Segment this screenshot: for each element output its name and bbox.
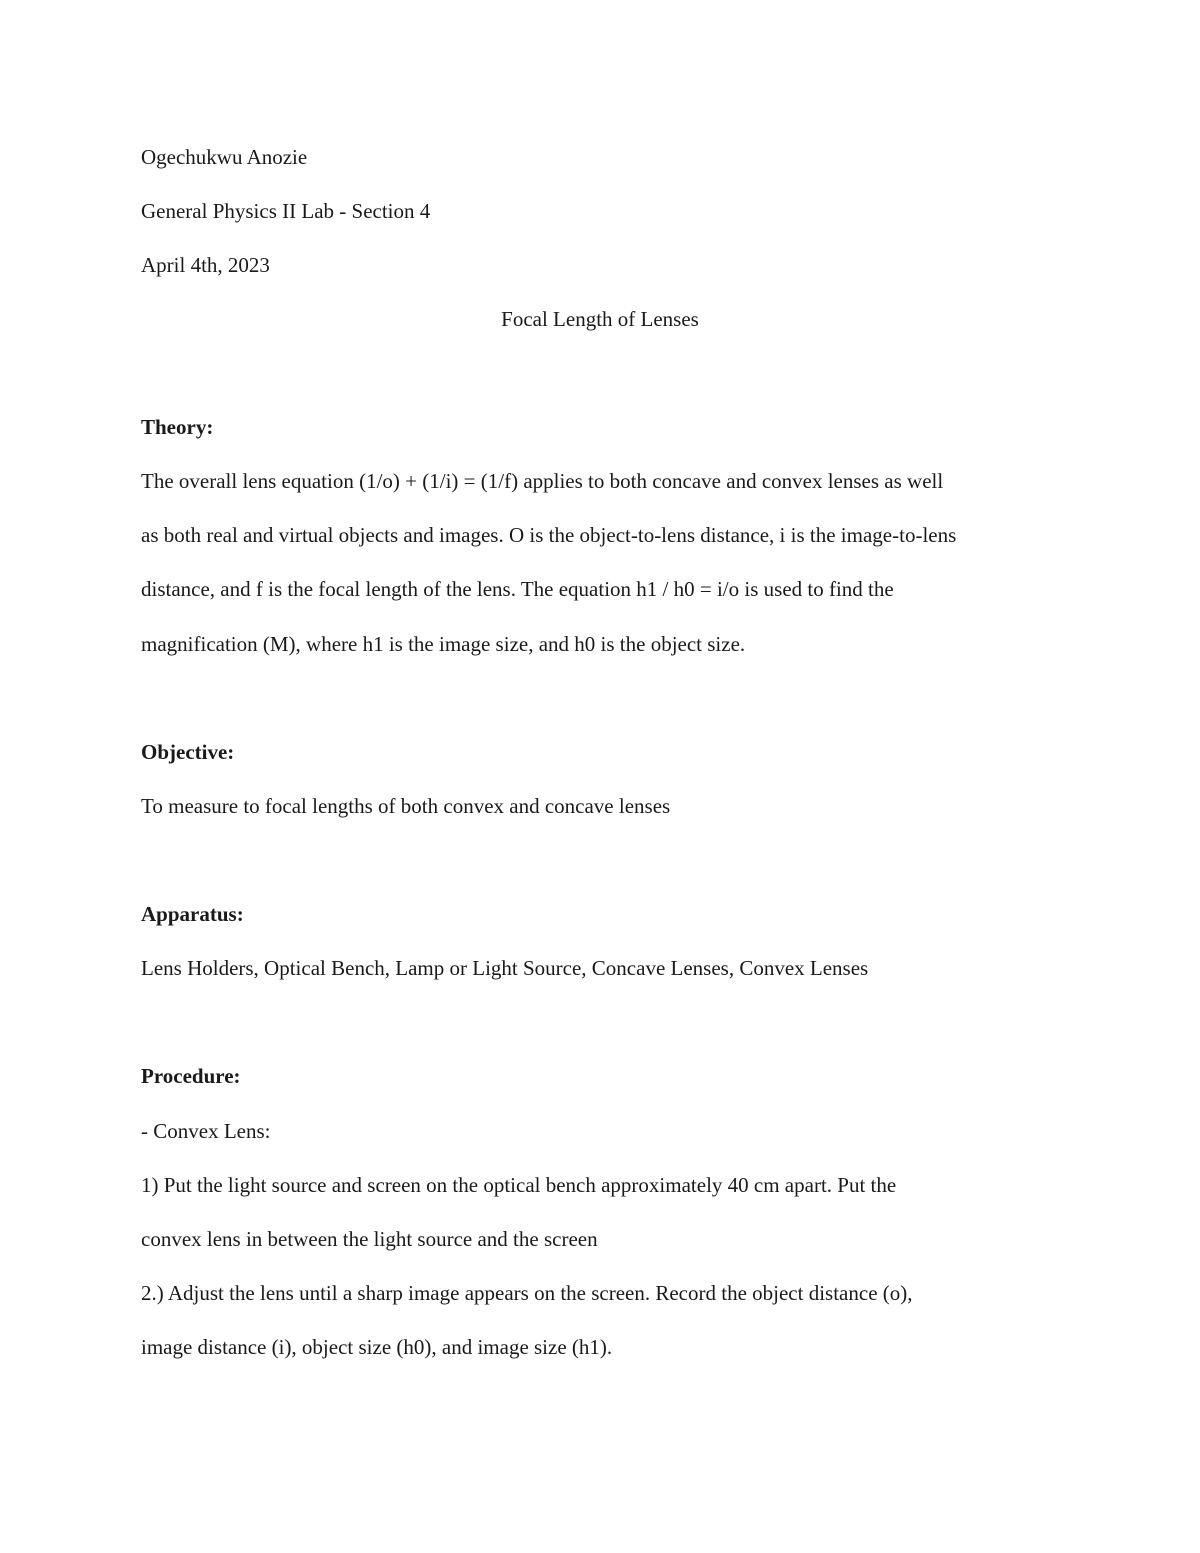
theory-line: magnification (M), where h1 is the image size, and h0 is the object size.	[141, 632, 746, 656]
procedure-step-line: 2.) Adjust the lens until a sharp image appears on the screen. Record the object distance (o),	[141, 1281, 913, 1305]
procedure-step-line: convex lens in between the light source and the screen	[141, 1227, 598, 1251]
procedure-subheading: - Convex Lens:	[141, 1119, 271, 1143]
course-name: General Physics II Lab - Section 4	[141, 199, 431, 223]
objective-text: To measure to focal lengths of both convex and concave lenses	[141, 794, 671, 818]
theory-line: distance, and f is the focal length of the lens. The equation h1 / h0 = i/o is used to find the	[141, 577, 894, 601]
procedure-heading: Procedure:	[141, 1064, 241, 1088]
procedure-step-line: 1) Put the light source and screen on the optical bench approximately 40 cm apart. Put the	[141, 1173, 897, 1197]
apparatus-heading: Apparatus:	[141, 902, 244, 926]
objective-heading: Objective:	[141, 740, 235, 764]
apparatus-text: Lens Holders, Optical Bench, Lamp or Light Source, Concave Lenses, Convex Lenses	[141, 956, 869, 980]
author-name: Ogechukwu Anozie	[141, 145, 308, 169]
theory-line: as both real and virtual objects and images. O is the object-to-lens distance, i is the image-to-lens	[141, 523, 957, 547]
theory-heading: Theory:	[141, 415, 214, 439]
theory-line: The overall lens equation (1/o) + (1/i) = (1/f) applies to both concave and convex lenses as well	[141, 469, 944, 493]
document-date: April 4th, 2023	[141, 253, 270, 277]
document-title: Focal Length of Lenses	[501, 307, 699, 331]
procedure-step-line: image distance (i), object size (h0), and image size (h1).	[141, 1335, 613, 1359]
